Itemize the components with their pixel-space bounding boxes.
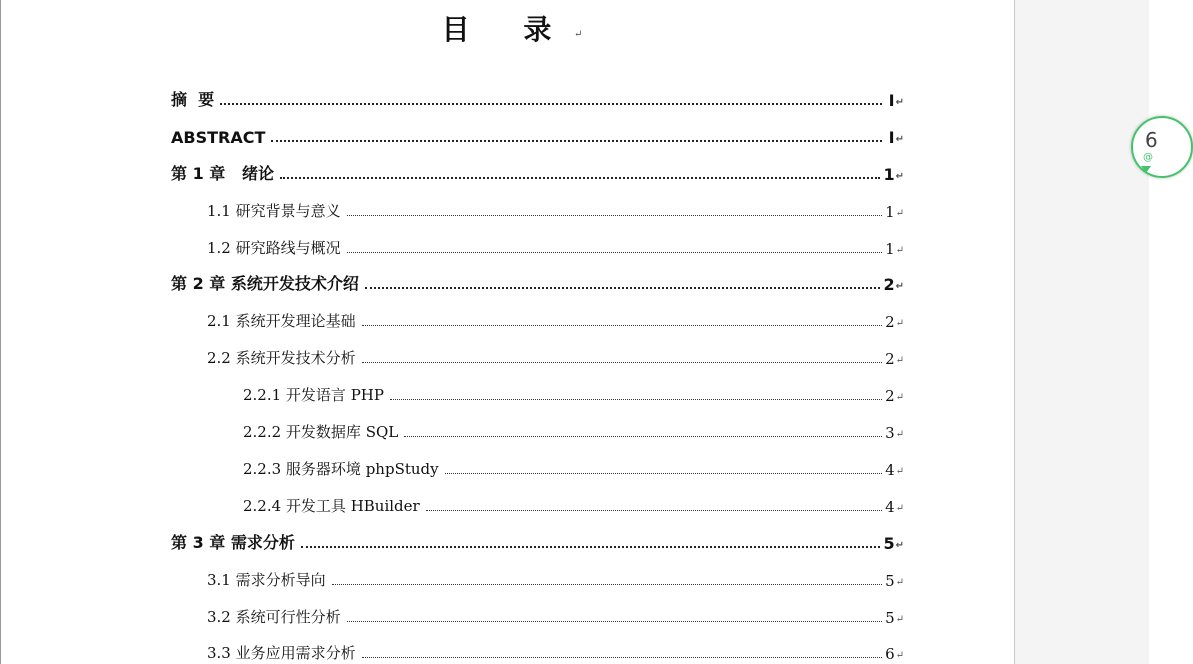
paragraph-mark-icon: ↵ <box>895 577 904 588</box>
toc-entry-text: 1.1 研究背景与意义 <box>207 202 341 220</box>
toc-entry-text: 1.2 研究路线与概况 <box>207 239 341 257</box>
paragraph-mark-icon: ↵ <box>895 466 904 477</box>
toc-entry-text: 第 3 章 需求分析 <box>171 533 295 552</box>
toc-entry-page: 1 <box>885 203 895 221</box>
toc-entry[interactable] <box>243 420 904 442</box>
toc-dot-leader <box>220 103 881 105</box>
paragraph-mark-icon: ↵ <box>895 245 904 256</box>
toc-entry-page: 1 <box>883 165 895 184</box>
paragraph-mark-icon: ↵ <box>895 614 904 625</box>
paragraph-mark-icon: ↵ <box>895 281 904 292</box>
toc-entry-page: 2 <box>885 350 895 368</box>
paragraph-mark-icon: ↵ <box>895 171 904 182</box>
badge-pointer-icon <box>1141 166 1151 173</box>
paragraph-mark-icon: ↵ <box>895 208 904 219</box>
toc-entry-text: 摘 要 <box>171 90 215 109</box>
toc-entry-text: 3.1 需求分析导向 <box>207 571 326 589</box>
toc-entry[interactable] <box>207 605 904 627</box>
toc-entry[interactable] <box>207 568 904 590</box>
paragraph-mark-icon: ↵ <box>895 134 904 145</box>
toc-entry[interactable] <box>207 236 904 258</box>
paragraph-mark-icon: ↵ <box>895 540 904 551</box>
toc-entry-page: 2 <box>883 275 895 294</box>
toc-dot-leader <box>445 473 882 474</box>
toc-dot-leader <box>347 215 882 216</box>
toc-entry-text: 2.2.2 开发数据库 SQL <box>243 423 399 441</box>
toc-entry[interactable] <box>207 199 904 221</box>
paragraph-mark-icon: ↵ <box>895 355 904 366</box>
toc-entry-page: 4 <box>885 461 895 479</box>
paragraph-mark-icon: ↵ <box>895 318 904 329</box>
toc-entry-page: 5 <box>883 534 895 553</box>
toc-entry-text: 第 2 章 系统开发技术介绍 <box>171 274 359 293</box>
toc-entry-page: 5 <box>885 609 895 627</box>
toc-dot-leader <box>365 287 881 289</box>
paragraph-mark-icon: ↵ <box>895 503 904 514</box>
toc-dot-leader <box>362 325 882 326</box>
toc-entry-page: 4 <box>885 498 895 516</box>
toc-dot-leader <box>362 362 882 363</box>
toc-entry-text: 2.2 系统开发技术分析 <box>207 349 356 367</box>
toc-entry-text: 2.2.1 开发语言 PHP <box>243 386 384 404</box>
toc-entry[interactable] <box>171 88 904 110</box>
toc-entry-text: 第 1 章 绪论 <box>171 164 274 183</box>
toc-dot-leader <box>347 252 882 253</box>
toc-entry-page: 6 <box>885 645 895 663</box>
toc-entry-text: 2.1 系统开发理论基础 <box>207 312 356 330</box>
badge-sub-icon: @ <box>1143 152 1153 163</box>
right-gutter <box>1015 0 1149 664</box>
toc-entry[interactable] <box>243 457 904 479</box>
toc-entry[interactable] <box>171 125 904 147</box>
toc-entry-text: ABSTRACT <box>171 128 266 147</box>
toc-dot-leader <box>280 177 880 179</box>
toc-title: 目 录 <box>441 13 574 46</box>
toc-dot-leader <box>390 399 882 400</box>
toc-dot-leader <box>404 436 881 437</box>
toc-entry[interactable] <box>207 641 904 663</box>
toc-entry[interactable] <box>243 383 904 405</box>
badge-number: 6 <box>1145 128 1158 152</box>
toc-entry-page: 2 <box>885 313 895 331</box>
toc-entry-text: 3.3 业务应用需求分析 <box>207 644 356 662</box>
toc-entry-page: 5 <box>885 572 895 590</box>
paragraph-mark-icon: ↵ <box>895 392 904 403</box>
toc-entry-text: 2.2.3 服务器环境 phpStudy <box>243 460 439 478</box>
paragraph-mark-icon: ↵ <box>574 29 583 40</box>
toc-dot-leader <box>271 140 881 142</box>
toc-dot-leader <box>301 546 881 548</box>
document-page[interactable] <box>1 0 1015 664</box>
toc-dot-leader <box>332 584 882 585</box>
toc-entry-text: 2.2.4 开发工具 HBuilder <box>243 497 420 515</box>
toc-dot-leader <box>347 621 882 622</box>
toc-dot-leader <box>362 657 882 658</box>
toc-entry-text: 3.2 系统可行性分析 <box>207 608 341 626</box>
paragraph-mark-icon: ↵ <box>895 97 904 108</box>
toc-dot-leader <box>426 510 882 511</box>
toc-entry[interactable] <box>243 494 904 516</box>
toc-entry-page: 1 <box>885 240 895 258</box>
toc-entry-page: I <box>888 128 895 147</box>
toc-entry[interactable] <box>171 162 904 184</box>
toc-entry[interactable] <box>171 531 904 553</box>
toc-entry-page: 2 <box>885 387 895 405</box>
toc-entry[interactable] <box>207 309 904 331</box>
toc-entry-page: 3 <box>885 424 895 442</box>
paragraph-mark-icon: ↵ <box>895 429 904 440</box>
paragraph-mark-icon: ↵ <box>895 650 904 661</box>
toc-entry-page: I <box>888 91 895 110</box>
toc-entry[interactable] <box>207 346 904 368</box>
toc-entry[interactable] <box>171 272 904 294</box>
